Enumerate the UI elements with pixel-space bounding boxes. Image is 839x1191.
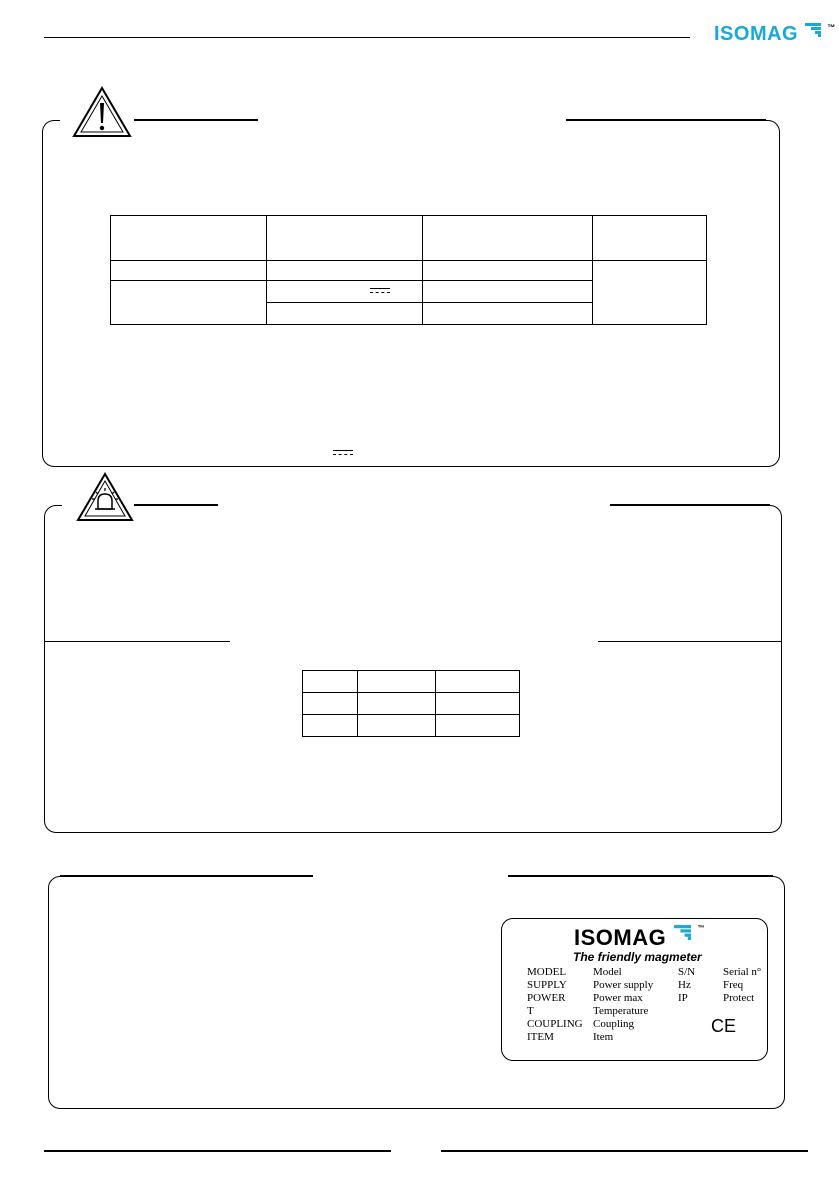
isomag-logo-icon bbox=[674, 925, 691, 940]
plate-value-power: Power max bbox=[593, 992, 643, 1004]
table-cell bbox=[266, 261, 422, 281]
table-row bbox=[111, 216, 707, 261]
table-cell bbox=[435, 715, 519, 737]
plate-value-coupling: Coupling bbox=[593, 1018, 634, 1030]
table-cell bbox=[303, 671, 358, 693]
table-cell bbox=[358, 715, 435, 737]
alert-title-right-rule bbox=[610, 504, 770, 505]
table-cell bbox=[422, 281, 593, 303]
table-cell bbox=[435, 671, 519, 693]
plate-label-item: ITEM bbox=[527, 1031, 554, 1043]
footer-rule-left bbox=[44, 1150, 391, 1152]
nameplate-tagline: The friendly magmeter bbox=[573, 950, 702, 964]
alarm-bell-warning-icon bbox=[76, 472, 134, 522]
alert-title-gap bbox=[218, 503, 610, 507]
table-cell bbox=[358, 671, 435, 693]
plate-value-temperature: Temperature bbox=[593, 1005, 649, 1017]
table-cell bbox=[303, 693, 358, 715]
plate-label-model: MODEL bbox=[527, 966, 567, 978]
table-cell bbox=[358, 693, 435, 715]
table-cell bbox=[422, 303, 593, 325]
plate-label-hz: Hz bbox=[678, 979, 691, 991]
small-table bbox=[302, 670, 520, 737]
table-cell bbox=[303, 715, 358, 737]
alert-divider-left bbox=[45, 641, 230, 642]
table-row bbox=[303, 671, 520, 693]
alert-box bbox=[44, 505, 782, 833]
plate-value-model: Model bbox=[593, 966, 622, 978]
table-row bbox=[303, 715, 520, 737]
box-title-gap bbox=[258, 118, 566, 122]
plate-label-supply: SUPPLY bbox=[527, 979, 567, 991]
plate-label-t: T bbox=[527, 1005, 534, 1017]
alert-title-left-rule bbox=[134, 504, 218, 505]
exclamation-warning-icon bbox=[72, 86, 132, 138]
plate-value-item: Item bbox=[593, 1031, 614, 1043]
table-cell bbox=[111, 261, 267, 281]
plate-label-coupling: COUPLING bbox=[527, 1018, 583, 1030]
table-header-cell bbox=[422, 216, 593, 261]
power-box-title-right-rule bbox=[566, 119, 766, 120]
plate-label-sn: S/N bbox=[678, 966, 696, 978]
power-box-title-left-rule bbox=[134, 119, 258, 120]
nameplate-brand: ISOMAG bbox=[574, 925, 667, 950]
header-rule bbox=[44, 37, 690, 38]
plate-value-supply: Power supply bbox=[593, 979, 654, 991]
plate-label-ip: IP bbox=[678, 992, 688, 1004]
nameplate-title-right-rule bbox=[508, 875, 773, 876]
plate-value-freq: Freq bbox=[723, 979, 744, 991]
table-cell-merged bbox=[111, 281, 267, 325]
isomag-logo-icon bbox=[805, 23, 821, 37]
nameplate-trademark: ™ bbox=[697, 925, 705, 932]
dc-current-symbol-icon bbox=[370, 288, 390, 295]
plate-value-protect: Protect bbox=[723, 992, 755, 1004]
header-brand: ISOMAG bbox=[714, 23, 799, 45]
table-header-cell bbox=[266, 216, 422, 261]
table-cell bbox=[266, 303, 422, 325]
nameplate-title-gap bbox=[313, 874, 508, 878]
table-header-cell bbox=[111, 216, 267, 261]
nameplate-logo bbox=[574, 925, 705, 951]
header-trademark: ™ bbox=[827, 23, 836, 32]
table-cell-merged bbox=[593, 261, 707, 325]
table-cell bbox=[435, 693, 519, 715]
table-row bbox=[303, 693, 520, 715]
dc-current-symbol-icon bbox=[333, 450, 353, 457]
table-header-cell bbox=[593, 216, 707, 261]
ce-mark-icon: CE bbox=[711, 1016, 737, 1036]
plate-label-power: POWER bbox=[527, 992, 566, 1004]
header-logo bbox=[714, 23, 836, 46]
nameplate-label bbox=[501, 918, 768, 1061]
power-supply-table bbox=[110, 215, 707, 325]
alert-divider-right bbox=[598, 641, 781, 642]
table-row bbox=[111, 261, 707, 281]
footer-rule-right bbox=[441, 1150, 808, 1152]
plate-value-serial: Serial n° bbox=[723, 966, 762, 978]
table-cell bbox=[266, 281, 422, 303]
nameplate-title-left-rule bbox=[60, 875, 313, 876]
table-cell bbox=[422, 261, 593, 281]
